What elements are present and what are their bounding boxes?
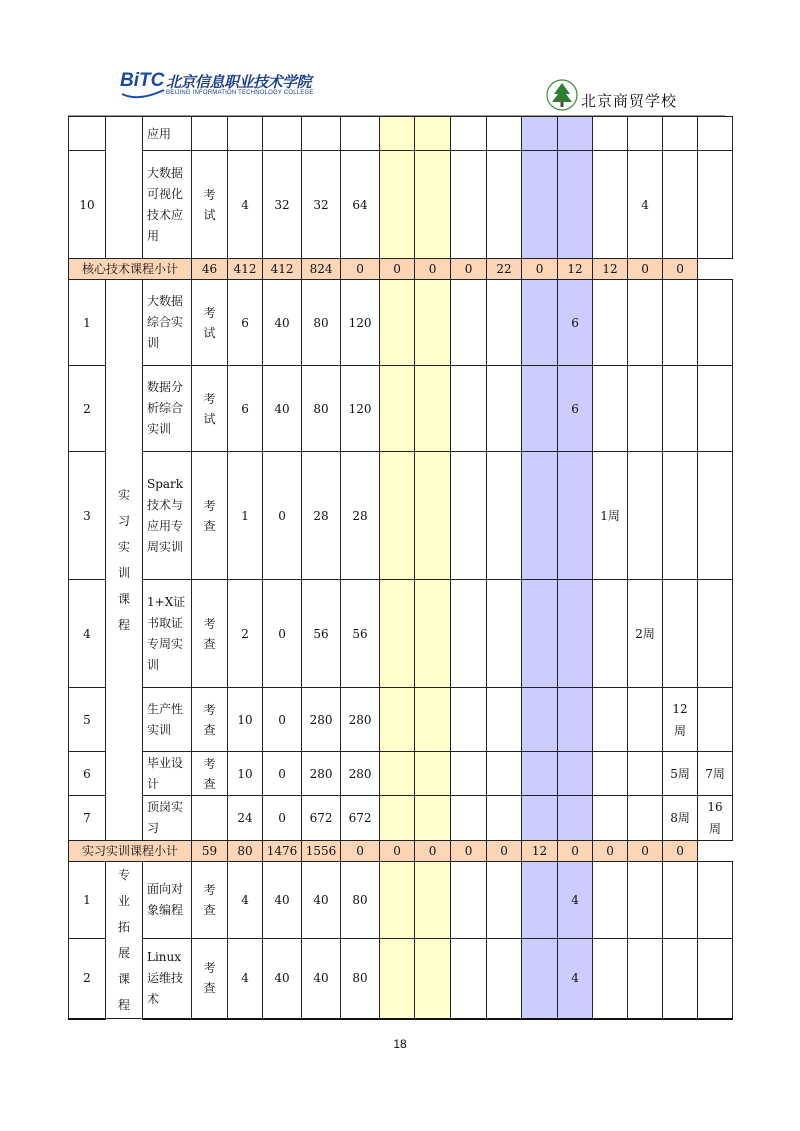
row-number: 10 [69, 151, 106, 259]
theory-hours: 32 [263, 151, 302, 259]
table-row [69, 752, 733, 796]
credit: 4 [228, 939, 263, 1019]
table-row [69, 939, 733, 1019]
subtotal-theory: 80 [228, 841, 263, 862]
table-row [69, 796, 733, 841]
row-number: 3 [69, 452, 106, 580]
row-number: 1 [69, 280, 106, 366]
semester-cell: 4 [628, 151, 663, 259]
semester-cell: 2周 [628, 580, 663, 688]
semester-cell: 6 [558, 280, 593, 366]
assessment-type: 考查 [203, 702, 216, 737]
left-school-logo [120, 68, 320, 102]
subtotal-row [69, 259, 733, 280]
subtotal-semester: 0 [415, 841, 451, 862]
table-row [69, 280, 733, 366]
assessment-type: 考试 [203, 391, 216, 426]
practice-hours: 280 [302, 688, 341, 752]
left-school-name-en: BEIJING INFORMATION TECHNOLOGY COLLEGE [166, 90, 314, 96]
practice-hours: 56 [302, 580, 341, 688]
total-hours: 80 [341, 939, 380, 1019]
theory-hours: 0 [263, 752, 302, 796]
subtotal-semester: 0 [380, 259, 415, 280]
semester-cell: 4 [558, 939, 593, 1019]
table-row [69, 862, 733, 939]
semester-cell: 7周 [698, 752, 733, 796]
semester-cell: 8周 [663, 796, 698, 841]
subtotal-semester: 0 [451, 841, 487, 862]
semester-cell: 5周 [663, 752, 698, 796]
subtotal-semester: 22 [487, 259, 522, 280]
theory-hours: 0 [263, 796, 302, 841]
course-name: 大数据可视化技术应用 [147, 165, 184, 243]
total-hours: 280 [341, 688, 380, 752]
subtotal-semester: 0 [663, 259, 698, 280]
semester-cell: 1周 [593, 452, 628, 580]
right-school-logo [545, 78, 695, 114]
total-hours: 280 [341, 752, 380, 796]
row-number: 6 [69, 752, 106, 796]
left-school-name-cn: 北京信息职业技术学院 [166, 73, 312, 91]
total-hours: 120 [341, 366, 380, 452]
course-name: 顶岗实习 [147, 800, 184, 835]
subtotal-semester: 0 [341, 841, 380, 862]
row-number: 1 [69, 862, 106, 939]
credit: 6 [228, 280, 263, 366]
practice-hours: 80 [302, 366, 341, 452]
theory-hours: 0 [263, 580, 302, 688]
total-hours: 64 [341, 151, 380, 259]
assessment-type: 考查 [203, 883, 216, 918]
assessment-type [192, 796, 228, 841]
semester-cell: 6 [558, 366, 593, 452]
tree-icon [545, 78, 579, 112]
table-row [69, 151, 733, 259]
semester-cell: 4 [558, 862, 593, 939]
subtotal-semester: 0 [487, 841, 522, 862]
course-plan-table [68, 116, 733, 1020]
assessment-type: 考查 [203, 616, 216, 651]
subtotal-semester: 0 [628, 841, 663, 862]
assessment-type: 考查 [203, 961, 216, 996]
table-row [69, 688, 733, 752]
table-row [69, 366, 733, 452]
credit: 10 [228, 688, 263, 752]
subtotal-semester: 0 [380, 841, 415, 862]
practice-hours: 40 [302, 862, 341, 939]
subtotal-practice: 1476 [263, 841, 302, 862]
total-hours: 56 [341, 580, 380, 688]
row-number: 2 [69, 939, 106, 1019]
theory-hours: 0 [263, 452, 302, 580]
category-label: 实习实训课程 [117, 488, 130, 632]
course-name: 面向对象编程 [147, 882, 184, 918]
theory-hours: 40 [263, 862, 302, 939]
course-name: 1+X证书取证专周实训 [147, 594, 186, 672]
total-hours: 80 [341, 862, 380, 939]
practice-hours: 672 [302, 796, 341, 841]
credit: 1 [228, 452, 263, 580]
credit: 4 [228, 862, 263, 939]
subtotal-semester: 0 [522, 259, 558, 280]
course-name: 毕业设计 [147, 755, 184, 791]
category-label: 专业拓展课程 [117, 868, 130, 1012]
table-row [69, 452, 733, 580]
assessment-type: 考查 [203, 498, 216, 533]
semester-cell: 12周 [672, 701, 688, 738]
subtotal-label: 核心技术课程小计 [69, 259, 192, 280]
practice-hours: 80 [302, 280, 341, 366]
subtotal-label: 实习实训课程小计 [69, 841, 192, 862]
credit: 4 [228, 151, 263, 259]
semester-cell: 16周 [707, 800, 723, 836]
subtotal-total: 824 [302, 259, 341, 280]
assessment-type: 考试 [203, 305, 216, 340]
subtotal-semester: 0 [415, 259, 451, 280]
subtotal-semester: 0 [558, 841, 593, 862]
table-row [69, 580, 733, 688]
practice-hours: 280 [302, 752, 341, 796]
credit: 10 [228, 752, 263, 796]
left-logo-abbr: BiTC [120, 70, 165, 91]
subtotal-credit: 59 [192, 841, 228, 862]
course-name: 大数据综合实训 [147, 294, 184, 350]
row-number: 2 [69, 366, 106, 452]
right-school-name: 北京商贸学校 [581, 92, 678, 110]
theory-hours: 40 [263, 366, 302, 452]
credit: 24 [228, 796, 263, 841]
credit: 6 [228, 366, 263, 452]
assessment-type: 考试 [203, 187, 216, 222]
subtotal-theory: 412 [228, 259, 263, 280]
subtotal-semester: 12 [593, 259, 628, 280]
subtotal-credit: 46 [192, 259, 228, 280]
page-number: 18 [393, 1037, 407, 1051]
subtotal-semester: 12 [522, 841, 558, 862]
practice-hours: 40 [302, 939, 341, 1019]
course-name: Linux运维技术 [147, 949, 184, 1006]
subtotal-semester: 0 [593, 841, 628, 862]
course-name: Spark技术与应用专周实训 [147, 476, 184, 554]
subtotal-semester: 0 [451, 259, 487, 280]
assessment-type: 考查 [203, 756, 216, 791]
theory-hours: 40 [263, 280, 302, 366]
row-number: 4 [69, 580, 106, 688]
subtotal-semester: 0 [341, 259, 380, 280]
practice-hours: 32 [302, 151, 341, 259]
subtotal-semester: 0 [628, 259, 663, 280]
subtotal-semester: 0 [663, 841, 698, 862]
total-hours: 28 [341, 452, 380, 580]
row-number: 5 [69, 688, 106, 752]
theory-hours: 0 [263, 688, 302, 752]
subtotal-semester: 12 [558, 259, 593, 280]
total-hours: 672 [341, 796, 380, 841]
course-name: 数据分析综合实训 [147, 380, 184, 436]
practice-hours: 28 [302, 452, 341, 580]
row-number: 7 [69, 796, 106, 841]
table-row [69, 117, 733, 151]
subtotal-total: 1556 [302, 841, 341, 862]
subtotal-practice: 412 [263, 259, 302, 280]
total-hours: 120 [341, 280, 380, 366]
theory-hours: 40 [263, 939, 302, 1019]
subtotal-row [69, 841, 733, 862]
course-name: 生产性实训 [147, 701, 184, 737]
course-name: 应用 [143, 117, 192, 151]
credit: 2 [228, 580, 263, 688]
